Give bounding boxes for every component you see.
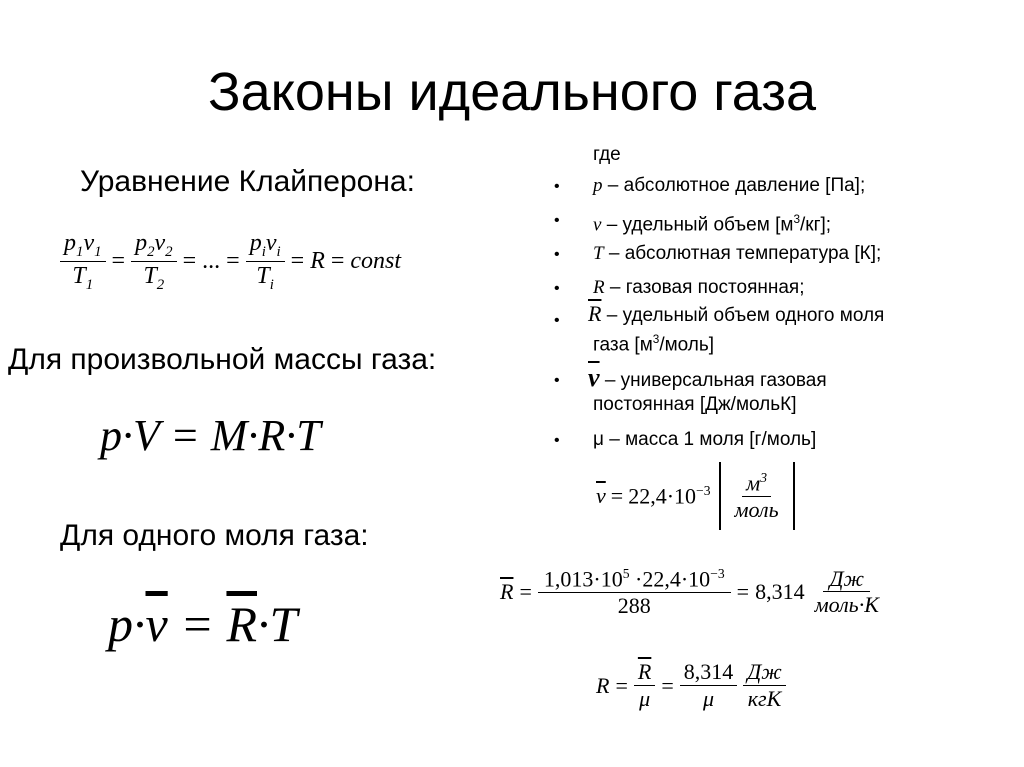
bullet-dot: •: [554, 432, 560, 449]
fraction-i: $\frac{p_iv_i}{T_i}$: [246, 230, 285, 293]
bullet-dot: •: [554, 280, 560, 297]
list-item: T – абсолютная температура [К];: [593, 243, 882, 264]
clapeyron-heading: Уравнение Клайперона:: [80, 165, 415, 198]
fraction-2: $\frac{p_2v_2}{T_2}$: [131, 230, 177, 293]
list-item: $\overline{R}$ – удельный объем одного моля газа $[м^3/моль]$: [588, 301, 885, 356]
clapeyron-formula: $\frac{p_1v_1}{T_1}$ = $\frac{p_2v_2}{T_2}$ = ... = $\frac{p_iv_i}{T_i}$ = R = const: [60, 230, 401, 293]
bullet-dot: •: [554, 212, 560, 229]
list-item: $\overline{v}$ – универсальная газовая постоянная [Дж/мольК]: [588, 363, 827, 415]
bullet-dot: •: [554, 246, 560, 263]
ellipsis: ...: [202, 248, 221, 275]
arbitrary-mass-heading: Для произвольной массы газа:: [8, 343, 437, 376]
where-label: где: [593, 144, 621, 165]
bullet-dot: •: [554, 312, 560, 329]
list-item: v – удельный объем $[м^3/кг]$;: [593, 213, 832, 236]
list-item: R – газовая постоянная;: [593, 277, 805, 298]
const-word: const: [350, 248, 402, 275]
unit-fraction: $\frac{Дж}{\text{моль·К}}$: [814, 565, 879, 617]
gas-constant-calculation: $\overline{R}$ = $\frac{1,013\cdot 10^5 \cdot 22,4\cdot 10^{-3}}{288}$ = 8,314 $\frac{Дж}{\text{моль·К}}$: [500, 566, 883, 618]
specific-gas-constant-formula: R = $\frac{\overline{R}}{\mu}$ = $\frac{8,314}{\mu}$ $\frac{Дж}{\text{кгК}}$: [596, 660, 786, 711]
bullet-dot: •: [554, 178, 560, 195]
unit-bracket: $\frac{м^3}{\text{моль}}$: [719, 462, 795, 530]
one-mole-heading: Для одного моля газа:: [60, 519, 369, 552]
list-item: p – абсолютное давление [Па];: [593, 175, 866, 196]
fraction-1: $\frac{p_1v_1}{T_1}$: [60, 230, 106, 293]
calc-fraction: $\frac{1,013\cdot 10^5 \cdot 22,4\cdot 10^{-3}}{288}$: [538, 566, 731, 618]
slide-title: Законы идеального газа: [207, 62, 817, 122]
molar-volume-formula: $\overline{v}$ = $22,4\cdot 10^{-3}$ $\frac{м^3}{\text{моль}}$: [596, 462, 795, 530]
mole-equation: $p\cdot\overline{v} = \overline{R}\cdot T$: [108, 596, 298, 652]
bullet-dot: •: [554, 372, 560, 389]
mass-equation: p·V = M·R·T: [100, 411, 321, 460]
list-item: μ – масса 1 моля [г/моль]: [593, 429, 817, 450]
